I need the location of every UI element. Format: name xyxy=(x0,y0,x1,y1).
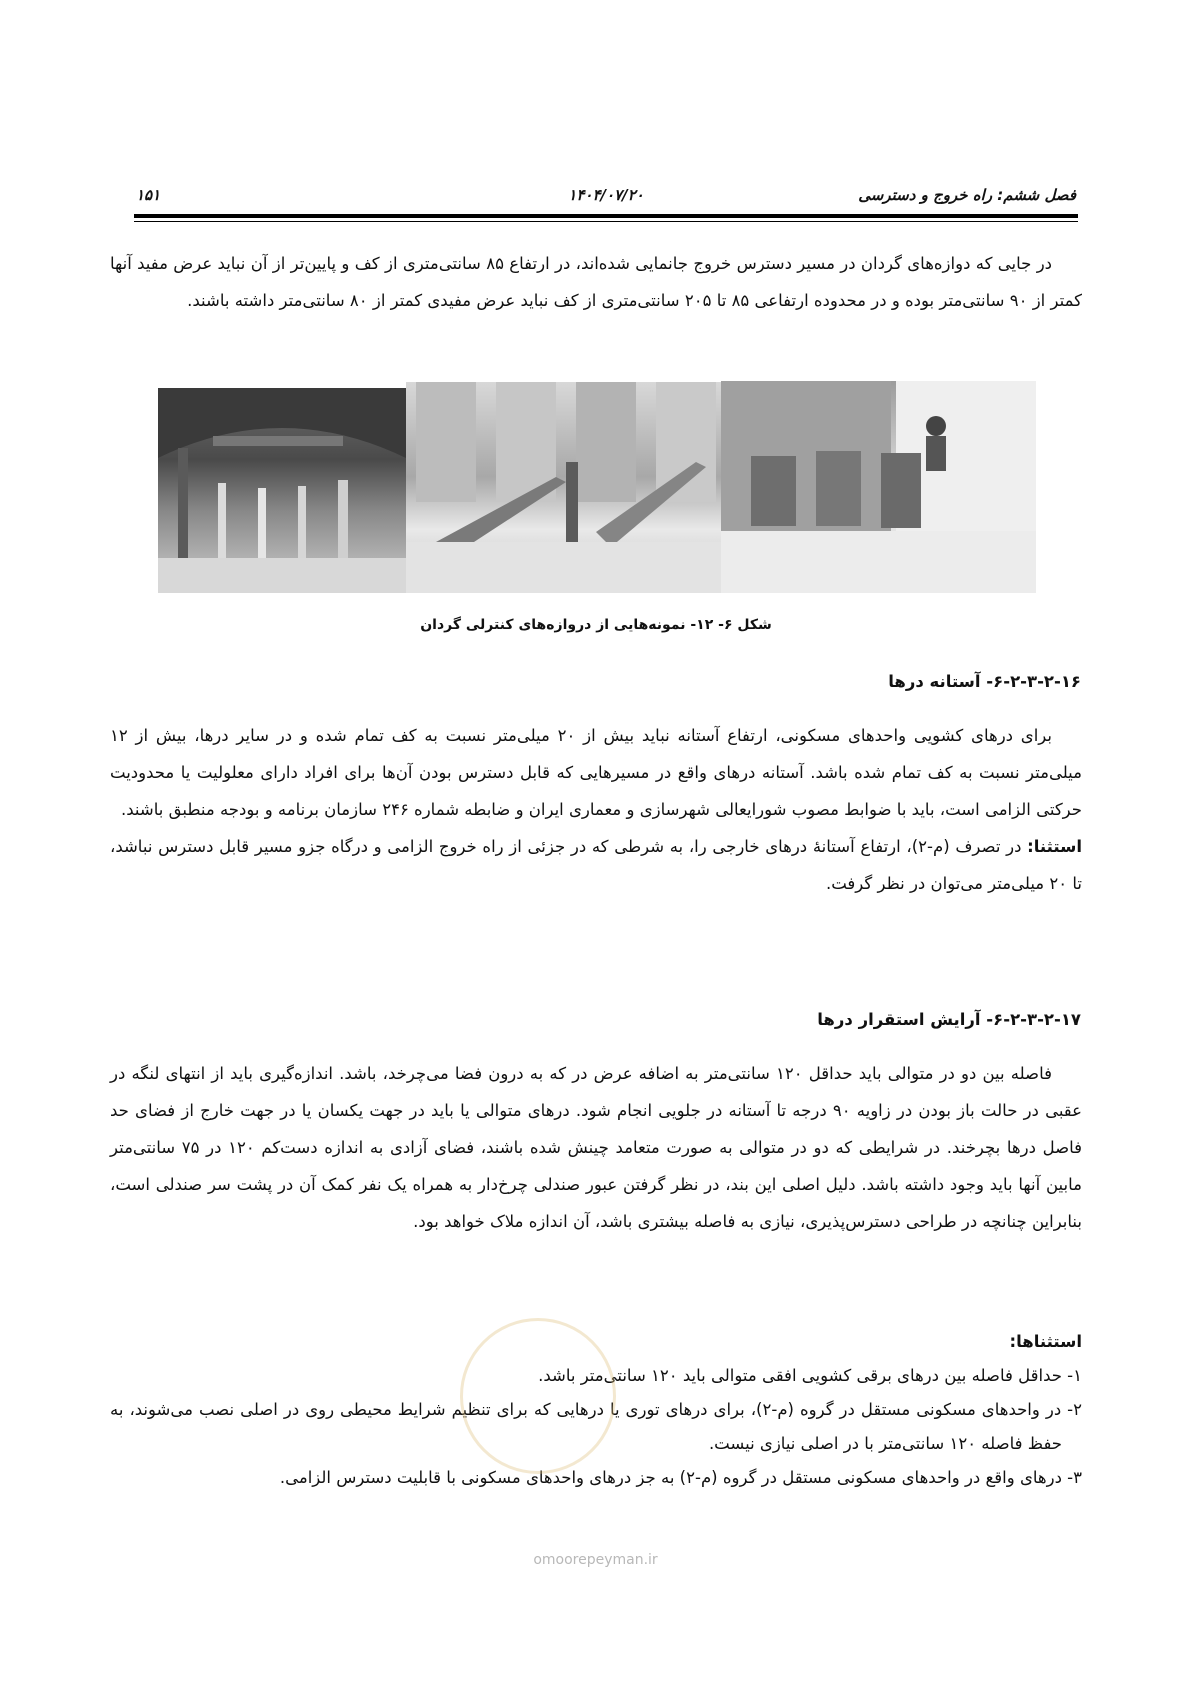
intro-paragraph-block xyxy=(110,245,1082,319)
header-rule-thin xyxy=(134,221,1078,222)
intro-paragraph: در جایی که دوازه‌های گردان در مسیر دسترس خروج جانمایی شده‌اند، در ارتفاع ۸۵ سانتی‌متری از کف و پایین‌تر از آن نباید عرض مفید آنها کمتر از ۹۰ سانتی‌متر بوده و در محدوده ارتفاعی ۸۵ تا ۲۰۵ سانتی‌متری از کف نباید عرض مفیدی کمتر از ۸۰ سانتی‌متر داشته باشند. xyxy=(110,254,1082,310)
watermark-seal xyxy=(460,1318,616,1474)
page-header xyxy=(136,186,1076,210)
header-rule-thick xyxy=(134,214,1078,218)
section-17-heading: ۶-۲-۳-۲-۱۷- آرایش استقرار درها xyxy=(817,1010,1081,1029)
watermark-url: omoorepeyman.ir xyxy=(533,1552,658,1568)
exception-item: ۱- حداقل فاصله بین درهای برقی کشویی افقی متوالی باید ۱۲۰ سانتی‌متر باشد. xyxy=(538,1366,1082,1385)
exception-text: در تصرف (م-۲)، ارتفاع آستانهٔ درهای خارجی را، به شرطی که در جزئی از راه خروج الزامی و درگاه جزو مسیر قابل دسترس نباشد، تا ۲۰ میلی‌متر می‌توان در نظر گرفت. xyxy=(110,837,1082,893)
section-16-exception xyxy=(110,828,1082,902)
exception-item: ۳- درهای واقع در واحدهای مسکونی مستقل در گروه (م-۲) به جز درهای واحدهای مسکونی با قابلیت دسترس الزامی. xyxy=(279,1468,1082,1487)
exception-label: استثنا: xyxy=(1027,837,1082,856)
section-17-body xyxy=(110,1055,1082,1240)
figure-caption: شکل ۶- ۱۲- نمونه‌هایی از دروازه‌های کنترلی گردان xyxy=(420,617,772,633)
section-16-heading: ۶-۲-۳-۲-۱۶- آستانه درها xyxy=(888,672,1081,691)
turnstile-photo-lobby xyxy=(406,382,721,593)
header-date: ۱۴۰۴/۰۷/۲۰ xyxy=(568,186,644,204)
turnstile-photo-office xyxy=(721,381,1036,593)
section-17-paragraph: فاصله بین دو در متوالی باید حداقل ۱۲۰ سانتی‌متر به اضافه عرض در که به درون فضا می‌چرخد، باشد. اندازه‌گیری باید از انتهای لنگه در عقبی در حالت باز بودن در زاویه ۹۰ درجه تا آستانه در جلویی انجام شود. درهای متوالی یا باید در جهت یکسان یا در جهت خارج از فضای حد فاصل درها بچرخند. در شرایطی که دو در متوالی به صورت متعامد چینش شده باشند، فضای آزادی به اندازه دست‌کم ۱۲۰ در ۷۵ سانتی‌متر مابین آنها باید وجود داشته باشد. دلیل اصلی این بند، در نظر گرفتن عبور صندلی چرخ‌دار به همراه یک نفر کمک آن در پشت سر صندلی است، بنابراین چنانچه در طراحی دسترس‌پذیری، نیازی به فاصله بیشتری باشد، آن اندازه ملاک خواهد بود. xyxy=(110,1064,1082,1231)
turnstile-photo-subway xyxy=(158,388,406,593)
exceptions-label: استثناها: xyxy=(1009,1332,1082,1351)
section-16-paragraph: برای درهای کشویی واحدهای مسکونی، ارتفاع آستانه نباید بیش از ۲۰ میلی‌متر نسبت به کف تمام شده و در سایر درها، بیش از ۱۲ میلی‌متر نسبت به کف تمام شده باشد. آستانه درهای واقع در مسیرهایی که قابل دسترس بودن آن‌ها برای افراد دارای معلولیت یا محدودیت حرکتی الزامی است، باید با ضوابط مصوب شورایعالی شهرسازی و معماری ایران و ضابطه شماره ۲۴۶ سازمان برنامه و بودجه منطبق باشند. xyxy=(110,726,1082,819)
section-16-body xyxy=(110,717,1082,902)
chapter-title: فصل ششم: راه خروج و دسترسی xyxy=(858,186,1076,204)
exception-item: ۲- در واحدهای مسکونی مستقل در گروه (م-۲)، برای درهای توری یا درهایی که برای تنظیم شرایط محیطی روی در اصلی نصب می‌شوند، به حفظ فاصله ۱۲۰ سانتی‌متر با در اصلی نیازی نیست. xyxy=(110,1400,1083,1453)
page-number: ۱۵۱ xyxy=(136,186,161,204)
